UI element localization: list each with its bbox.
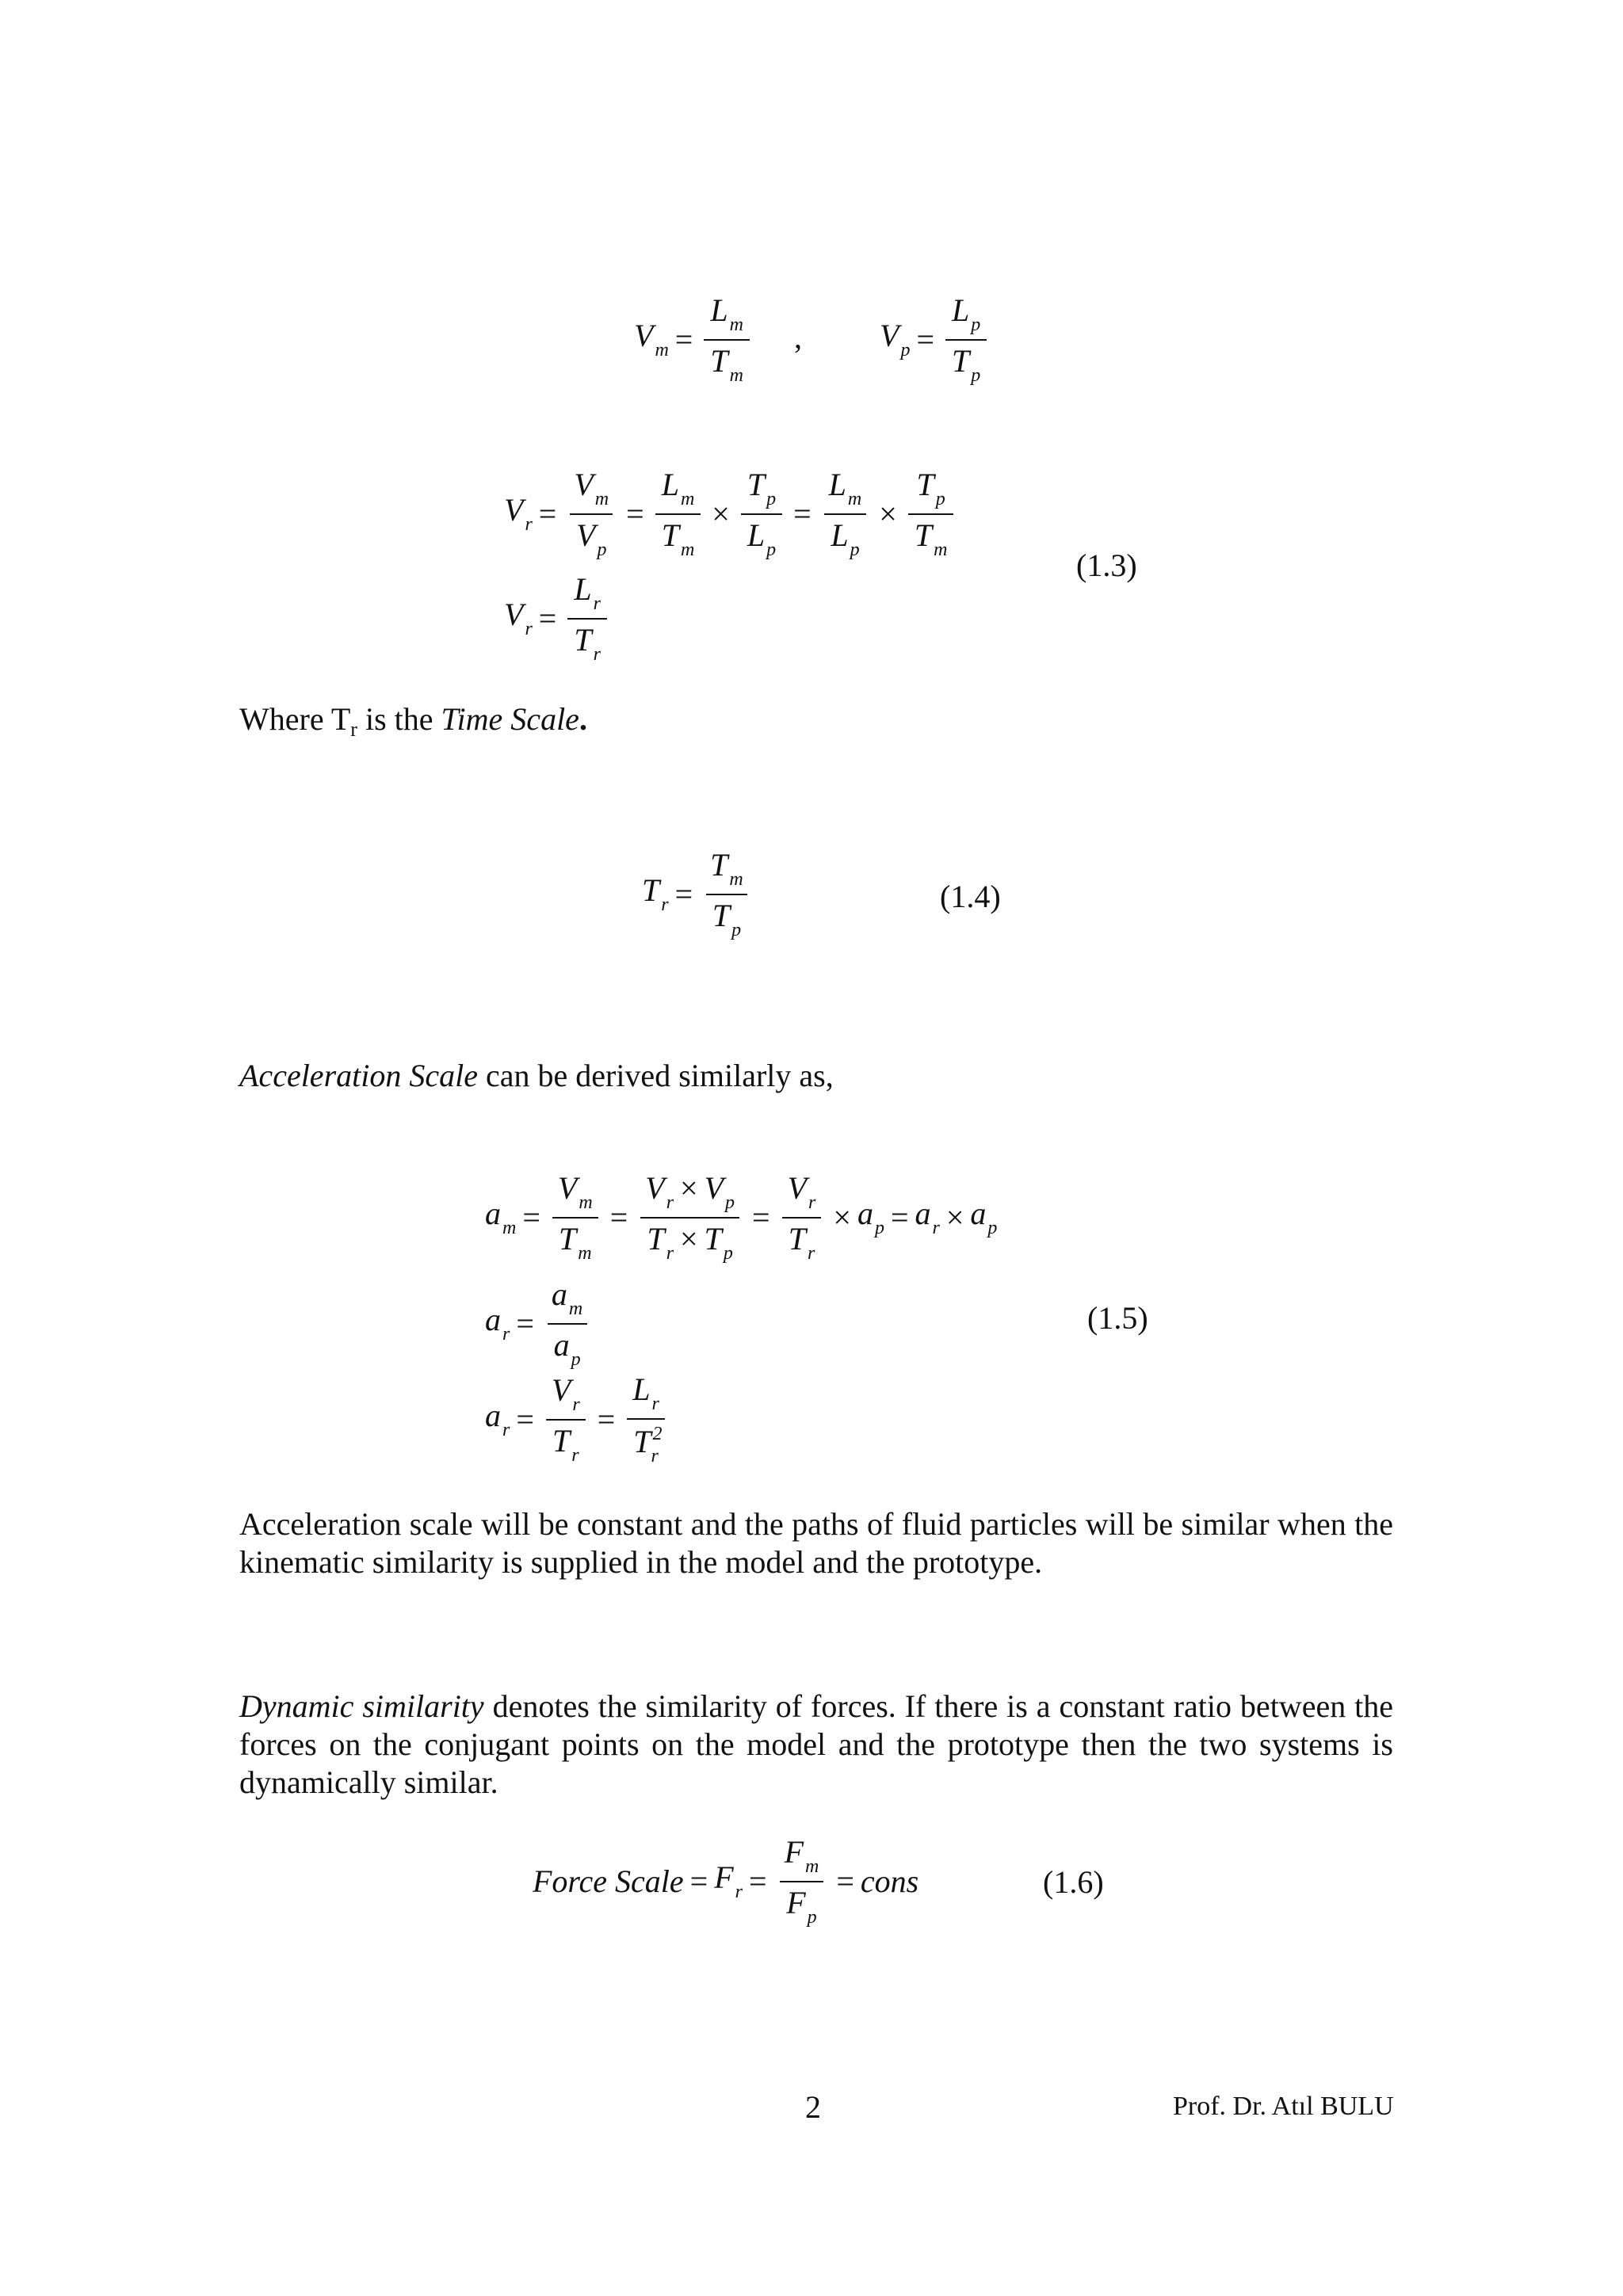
equation-vm: $V_m$ = $\frac{L_m}{T_m}$ [634,295,754,385]
equation-1-3-line1: $V_r$ = $\frac{V_m}{V_p}$ = $\frac{L_m}{T_m}$ × $\frac{T_p}{L_p}$ = $\frac{L_m}{L_p}$ × $\frac{T_p}{T_m}$ [504,469,958,559]
page-number: 2 [805,2089,821,2125]
equation-number-1-4: (1.4) [940,879,1001,914]
equation-1-6: Force Scale = $F_r$ = $\frac{F_m}{F_p}$ = cons [533,1834,919,1928]
equation-number-1-5: (1.5) [1087,1300,1148,1336]
equation-1-5-line2: $a_r$ = $\frac{a_m}{a_p}$ [485,1279,594,1369]
equation-number-1-3: (1.3) [1076,547,1137,583]
equation-number-1-6: (1.6) [1043,1864,1104,1900]
equation-1-4: $T_r$ = $\frac{T_m}{T_p}$ [642,849,754,940]
symbol: $V_m$ [634,318,669,360]
paragraph-dynamic-similarity: Dynamic similarity denotes the similarity of forces. If there is a constant ratio between the forces on the conjugant points on the model and the prototype then the two systems is dynamically similar. [239,1688,1394,1800]
equation-1-3-line2: $V_r$ = $\frac{L_r}{T_r}$ [504,574,612,664]
paragraph-acceleration-intro: Acceleration Scale can be derived similarly as, [239,1058,834,1093]
equation-vp: $V_p$ = $\frac{L_p}{T_p}$ [880,295,991,385]
paragraph-time-scale: Where $T_r$ is the Time Scale. [239,701,587,741]
fraction: $\frac{L_p}{T_p}$ [945,295,987,385]
comma: , [794,319,802,355]
fraction: $\frac{L_m}{T_m}$ [704,295,750,385]
equation-1-5-line3: $a_r$ = $\frac{V_r}{T_r}$ = $\frac{L_r}{T^2_r}$ [485,1374,670,1466]
author-credit: Prof. Dr. Atıl BULU [1173,2092,1394,2121]
paragraph-acceleration-scale: Acceleration scale will be constant and the paths of fluid particles will be similar when the kinematic similarity is supplied in the model and the prototype. [239,1506,1393,1580]
equation-1-5-line1: $a_m$ = $\frac{V_m}{T_m}$ = $\frac{V_r \times V_p}{T_r \times T_p}$ = $\frac{V_r}{T_r}$ × $a_p$ = $a_r$ × $a_p$ [485,1170,998,1264]
